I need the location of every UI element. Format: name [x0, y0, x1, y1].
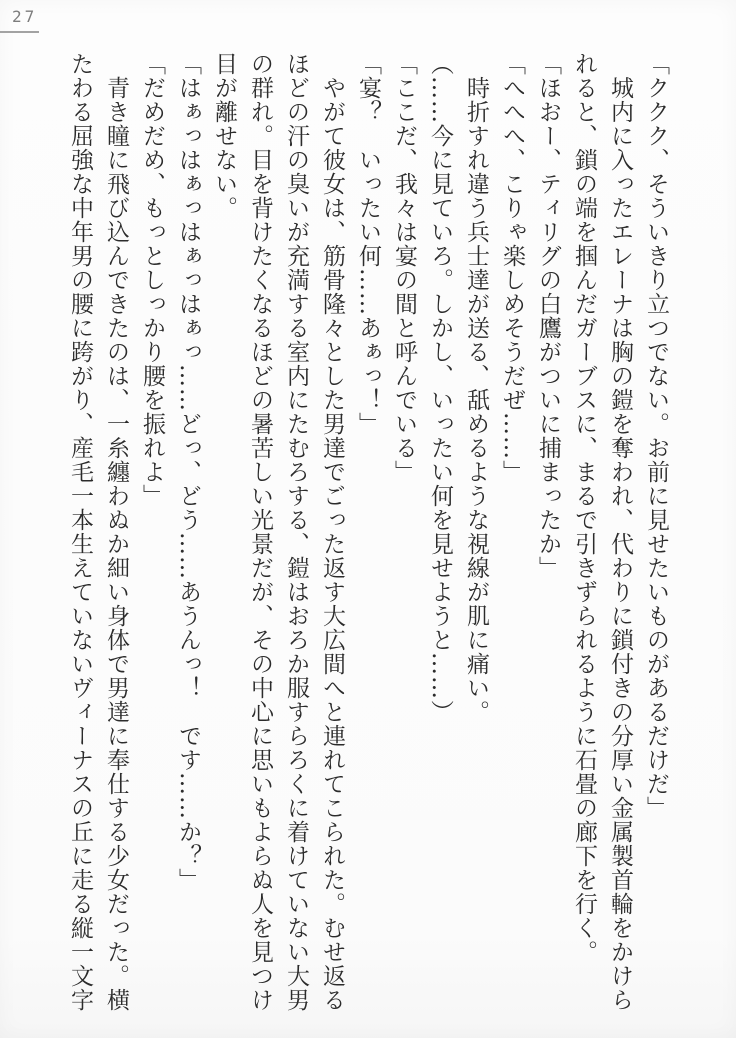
text-column: 目が離せない。 [211, 52, 237, 220]
text-column: れると、鎖の端を掴んだガーブスに、まるで引きずられるように石畳の廊下を行く。 [571, 52, 597, 964]
text-column: 「はぁっはぁっはぁっはぁっ……どっ、どう……あうんっ！ です……か？」 [175, 52, 201, 892]
text-column: ほどの汗の臭いが充満する室内にたむろする、鎧はおろか服すらろくに着けていない大男 [283, 52, 309, 1012]
text-column: （……今に見ていろ。しかし、いったい何を見せようと……） [427, 52, 453, 724]
text-column: の群れ。目を背けたくなるほどの暑苦しい光景だが、その中心に思いもよらぬ人を見つけ [247, 52, 273, 1012]
page-number: 27 [12, 7, 38, 26]
text-column: 青き瞳に飛び込んできたのは、一糸纏わぬか細い身体で男達に奉仕する少女だった。横 [103, 76, 129, 1012]
page-text [62, 52, 674, 1012]
text-column: たわる屈強な中年男の腰に跨がり、産毛一本生えていないヴィーナスの丘に走る縦一文字 [67, 52, 93, 1012]
page-number-rule [0, 31, 39, 33]
text-column: 「だめだめ、もっとしっかり腰を振れよ」 [139, 52, 165, 508]
text-column: 「宴？ いったい何……あぁっ！」 [355, 52, 381, 436]
text-column: 「ここだ、我々は宴の間と呼んでいる」 [391, 52, 417, 484]
text-column: やがて彼女は、筋骨隆々とした男達でごった返す大広間へと連れてこられた。むせ返る [319, 76, 345, 1012]
text-column: 「へへへ、こりゃ楽しめそうだぜ……」 [499, 52, 525, 484]
text-column: 「ククク、そういきり立つでない。お前に見せたいものがあるだけだ」 [643, 52, 669, 820]
text-column: 「ほおー、ティリグの白鷹がついに捕まったか」 [535, 52, 561, 580]
text-column: 城内に入ったエレーナは胸の鎧を奪われ、代わりに鎖付きの分厚い金属製首輪をかけら [607, 76, 633, 1012]
text-column: 時折すれ違う兵士達が送る、舐めるような視線が肌に痛い。 [463, 76, 489, 724]
